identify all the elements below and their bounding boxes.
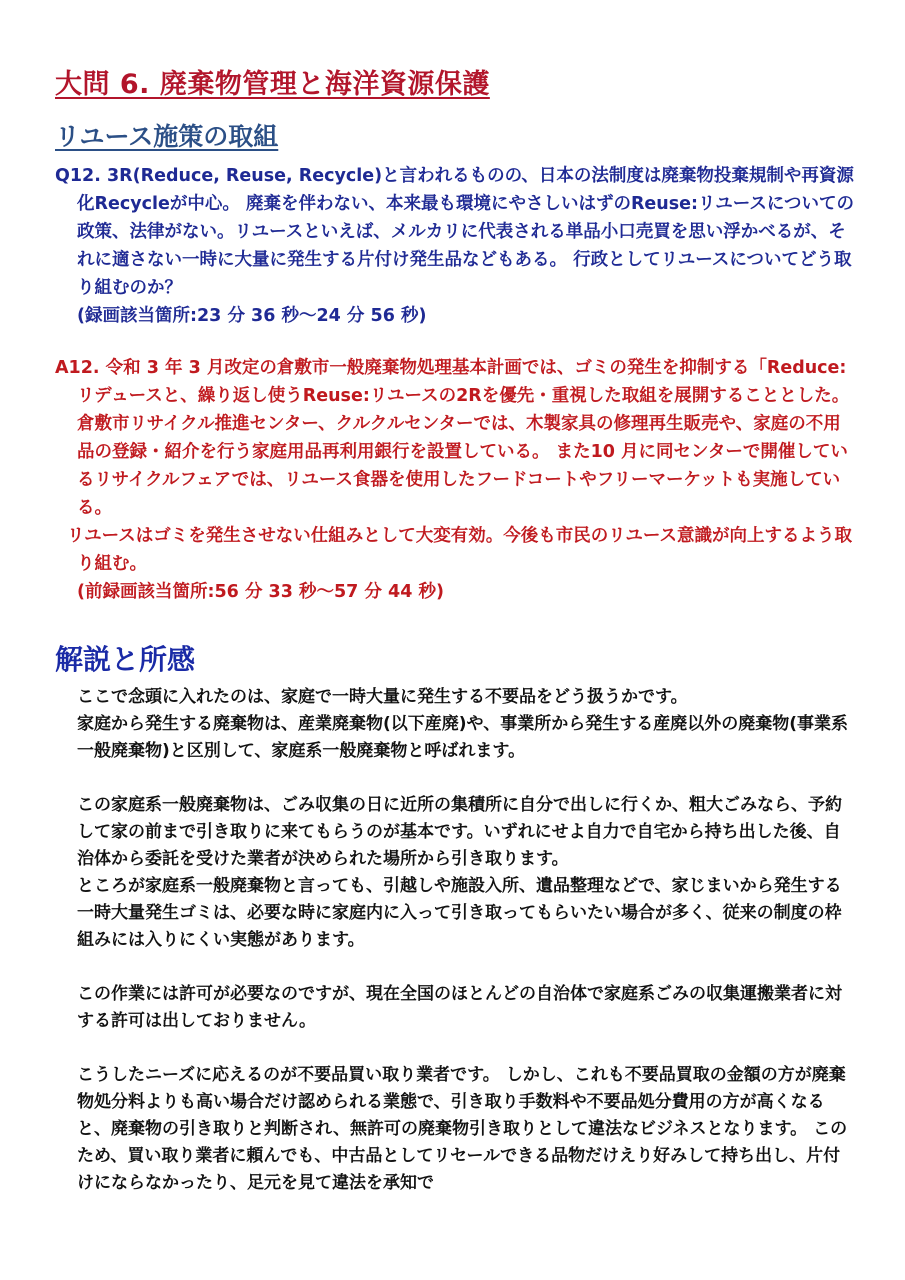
- commentary-paragraph: ところが家庭系一般廃棄物と言っても、引越しや施設入所、遺品整理などで、家じまいから発生する一時大量発生ゴミは、必要な時に家庭内に入って引き取ってもらいたい場合が多く、従来の制度の枠組みには入りにくい実態があります。: [77, 876, 842, 950]
- answer-timestamp: (前録画該当箇所:56 分 33 秒～57 分 44 秒): [77, 582, 444, 602]
- commentary-paragraph: この作業には許可が必要なのですが、現在全国のほとんどの自治体で家庭系ごみの収集運搬業者に対する許可は出しておりません。: [77, 984, 842, 1031]
- answer-text: A12. 令和 3 年 3 月改定の倉敷市一般廃棄物処理基本計画では、ゴミの発生を抑制する「Reduce:リデュースと、繰り返し使うReuse:リユースの2Rを優先・重視した取組を展開することとした。倉敷市リサイクル推進センター、クルクルセンターでは、木製家具の修理再生販売や、家庭の不用品の登録・紹介を行う家庭用品再利用銀行を設置している。 また10 月に同センターで開催しているリサイクルフェアでは、リユース食器を使用したフードコートやフリーマーケットも実施している。: [55, 358, 850, 518]
- commentary-heading: 解説と所感: [55, 643, 196, 676]
- commentary-body: [77, 684, 857, 1197]
- question-timestamp: (録画該当箇所:23 分 36 秒～24 分 56 秒): [77, 306, 427, 326]
- commentary-paragraph: こうしたニーズに応えるのが不要品買い取り業者です。 しかし、これも不要品買取の金額の方が廃棄物処分料よりも高い場合だけ認められる業態で、引き取り手数料や不要品処分費用の方が高くなると、廃棄物の引き取りと判断され、無許可の廃棄物引き取りとして違法なビジネスとなります。 このため、買い取り業者に頼んでも、中古品としてリセールできる品物だけえり好みして持ち出し、片付けにならなかったり、足元を見て違法を承知で: [77, 1065, 848, 1193]
- commentary-paragraph: この家庭系一般廃棄物は、ごみ収集の日に近所の集積所に自分で出しに行くか、粗大ごみなら、予約して家の前まで引き取りに来てもらうのが基本です。いずれにせよ自力で自宅から持ち出した後、自治体から委託を受けた業者が決められた場所から引き取ります。: [77, 795, 842, 869]
- answer-text-2: リユースはゴミを発生させない仕組みとして大変有効。今後も市民のリユース意識が向上するよう取り組む。: [67, 526, 853, 574]
- main-heading: 大問 6. 廃棄物管理と海洋資源保護: [55, 69, 490, 100]
- commentary-paragraph: ここで念頭に入れたのは、家庭で一時大量に発生する不要品をどう扱うかです。: [77, 687, 688, 707]
- commentary-paragraph: 家庭から発生する廃棄物は、産業廃棄物(以下産廃)や、事業所から発生する産廃以外の廃棄物(事業系一般廃棄物)と区別して、家庭系一般廃棄物と呼ばれます。: [77, 714, 848, 761]
- sub-heading: リユース施策の取組: [55, 122, 279, 151]
- question-text: Q12. 3R(Reduce, Reuse, Recycle)と言われるものの、日本の法制度は廃棄物投棄規制や再資源化Recycleが中心。 廃棄を伴わない、本来最も環境にやさしいはずのReuse:リユースについての政策、法律がない。リユースといえば、メルカリに代表される単品小口売買を思い浮かべるが、それに適さない一時に大量に発生する片付け発生品などもある。 行政としてリユースについてどう取り組むのか？: [55, 166, 854, 298]
- question-block: [55, 162, 855, 330]
- answer-block: [55, 354, 855, 606]
